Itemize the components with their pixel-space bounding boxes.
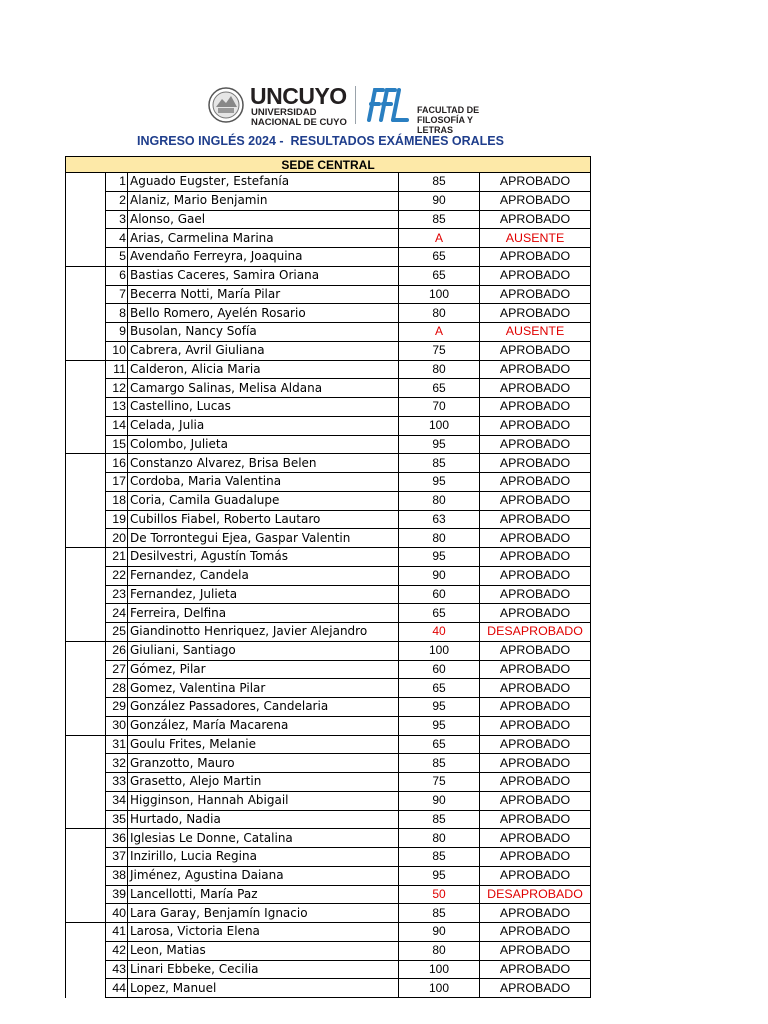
exam-score: 40: [399, 623, 480, 642]
row-number: 9: [106, 323, 128, 342]
table-row: [66, 360, 591, 379]
result-status: APROBADO: [480, 660, 591, 679]
faculty-name: [417, 105, 505, 135]
row-group-spacer: [66, 529, 106, 548]
row-number: 11: [106, 360, 128, 379]
result-status: APROBADO: [480, 923, 591, 942]
row-group-spacer: [66, 585, 106, 604]
result-status: APROBADO: [480, 979, 591, 998]
row-group-spacer: [66, 341, 106, 360]
table-row: [66, 173, 591, 192]
table-row: [66, 604, 591, 623]
exam-score: 95: [399, 866, 480, 885]
exam-score: 80: [399, 941, 480, 960]
table-row: [66, 979, 591, 998]
exam-score: 80: [399, 304, 480, 323]
table-row: [66, 341, 591, 360]
table-row: [66, 960, 591, 979]
table-row: [66, 379, 591, 398]
table-row: [66, 848, 591, 867]
row-group-spacer: [66, 848, 106, 867]
student-name: Giandinotto Henriquez, Javier Alejandro: [128, 623, 399, 642]
table-row: [66, 266, 591, 285]
result-status: APROBADO: [480, 716, 591, 735]
row-group-spacer: [66, 285, 106, 304]
row-group-spacer: [66, 941, 106, 960]
row-group-spacer: [66, 510, 106, 529]
row-number: 31: [106, 735, 128, 754]
exam-score: 80: [399, 529, 480, 548]
table-row: [66, 491, 591, 510]
result-status: DESAPROBADO: [480, 885, 591, 904]
row-number: 8: [106, 304, 128, 323]
result-status: APROBADO: [480, 754, 591, 773]
row-number: 41: [106, 923, 128, 942]
result-status: DESAPROBADO: [480, 623, 591, 642]
row-number: 1: [106, 173, 128, 192]
result-status: APROBADO: [480, 360, 591, 379]
student-name: Goulu Frites, Melanie: [128, 735, 399, 754]
student-name: Cubillos Fiabel, Roberto Lautaro: [128, 510, 399, 529]
row-group-spacer: [66, 229, 106, 248]
table-row: [66, 773, 591, 792]
table-row: [66, 473, 591, 492]
header-divider: [355, 86, 356, 124]
table-row: [66, 791, 591, 810]
result-status: APROBADO: [480, 679, 591, 698]
brand-subtitle-line-1: UNIVERSIDAD: [251, 107, 317, 118]
student-name: Constanzo Alvarez, Brisa Belen: [128, 454, 399, 473]
row-number: 35: [106, 810, 128, 829]
table-row: [66, 810, 591, 829]
row-group-spacer: [66, 979, 106, 998]
row-number: 12: [106, 379, 128, 398]
row-number: 14: [106, 416, 128, 435]
exam-score: 60: [399, 585, 480, 604]
student-name: Giuliani, Santiago: [128, 641, 399, 660]
table-row: [66, 716, 591, 735]
exam-score: A: [399, 229, 480, 248]
document-title: INGRESO INGLÉS 2024 - RESULTADOS EXÁMENES ORALES: [137, 134, 504, 148]
student-name: Higginson, Hannah Abigail: [128, 791, 399, 810]
sede-header-row: [66, 157, 591, 173]
row-number: 22: [106, 566, 128, 585]
result-status: APROBADO: [480, 529, 591, 548]
student-name: Hurtado, Nadia: [128, 810, 399, 829]
sede-header: SEDE CENTRAL: [66, 157, 591, 173]
exam-score: 80: [399, 491, 480, 510]
exam-score: 100: [399, 416, 480, 435]
row-group-spacer: [66, 660, 106, 679]
row-number: 39: [106, 885, 128, 904]
exam-score: 90: [399, 191, 480, 210]
student-name: Colombo, Julieta: [128, 435, 399, 454]
row-number: 19: [106, 510, 128, 529]
row-group-spacer: [66, 623, 106, 642]
exam-score: 95: [399, 716, 480, 735]
result-status: APROBADO: [480, 848, 591, 867]
result-status: APROBADO: [480, 473, 591, 492]
row-group-spacer: [66, 248, 106, 267]
table-row: [66, 548, 591, 567]
row-number: 20: [106, 529, 128, 548]
result-status: APROBADO: [480, 604, 591, 623]
row-number: 40: [106, 904, 128, 923]
row-number: 5: [106, 248, 128, 267]
row-group-spacer: [66, 866, 106, 885]
table-row: [66, 416, 591, 435]
result-status: APROBADO: [480, 454, 591, 473]
student-name: Desilvestri, Agustín Tomás: [128, 548, 399, 567]
table-row: [66, 585, 591, 604]
university-seal-icon: [208, 85, 244, 125]
row-number: 23: [106, 585, 128, 604]
row-group-spacer: [66, 885, 106, 904]
exam-score: 80: [399, 360, 480, 379]
result-status: APROBADO: [480, 585, 591, 604]
row-group-spacer: [66, 473, 106, 492]
row-group-spacer: [66, 398, 106, 417]
student-name: Jiménez, Agustina Daiana: [128, 866, 399, 885]
exam-score: 85: [399, 173, 480, 192]
student-name: Calderon, Alicia Maria: [128, 360, 399, 379]
student-name: Bastias Caceres, Samira Oriana: [128, 266, 399, 285]
row-group-spacer: [66, 960, 106, 979]
faculty-name-line-2: FILOSOFÍA Y LETRAS: [417, 115, 473, 135]
row-number: 44: [106, 979, 128, 998]
row-group-spacer: [66, 304, 106, 323]
table-row: [66, 679, 591, 698]
exam-score: 90: [399, 923, 480, 942]
student-name: Gómez, Pilar: [128, 660, 399, 679]
exam-score: A: [399, 323, 480, 342]
result-status: APROBADO: [480, 398, 591, 417]
row-group-spacer: [66, 829, 106, 848]
row-group-spacer: [66, 735, 106, 754]
result-status: APROBADO: [480, 698, 591, 717]
table-row: [66, 829, 591, 848]
row-group-spacer: [66, 773, 106, 792]
table-row: [66, 529, 591, 548]
result-status: APROBADO: [480, 548, 591, 567]
row-group-spacer: [66, 904, 106, 923]
row-group-spacer: [66, 754, 106, 773]
student-name: Alonso, Gael: [128, 210, 399, 229]
row-number: 43: [106, 960, 128, 979]
student-name: Castellino, Lucas: [128, 398, 399, 417]
row-group-spacer: [66, 191, 106, 210]
student-name: Fernandez, Julieta: [128, 585, 399, 604]
table-row: [66, 735, 591, 754]
row-group-spacer: [66, 810, 106, 829]
exam-score: 85: [399, 454, 480, 473]
exam-score: 100: [399, 285, 480, 304]
exam-score: 85: [399, 848, 480, 867]
row-number: 6: [106, 266, 128, 285]
table-row: [66, 304, 591, 323]
row-number: 24: [106, 604, 128, 623]
student-name: Avendaño Ferreyra, Joaquina: [128, 248, 399, 267]
brand-name: UNCUYO: [250, 83, 347, 109]
table-row: [66, 641, 591, 660]
row-number: 16: [106, 454, 128, 473]
table-row: [66, 398, 591, 417]
exam-score: 85: [399, 810, 480, 829]
table-row: [66, 323, 591, 342]
student-name: Becerra Notti, María Pilar: [128, 285, 399, 304]
student-name: Grasetto, Alejo Martin: [128, 773, 399, 792]
exam-score: 65: [399, 248, 480, 267]
student-name: Linari Ebbeke, Cecilia: [128, 960, 399, 979]
exam-score: 95: [399, 435, 480, 454]
student-name: Lopez, Manuel: [128, 979, 399, 998]
result-status: APROBADO: [480, 829, 591, 848]
exam-score: 65: [399, 379, 480, 398]
student-name: Inzirillo, Lucia Regina: [128, 848, 399, 867]
student-name: Fernandez, Candela: [128, 566, 399, 585]
result-status: APROBADO: [480, 810, 591, 829]
table-row: [66, 454, 591, 473]
row-group-spacer: [66, 566, 106, 585]
row-number: 27: [106, 660, 128, 679]
row-number: 37: [106, 848, 128, 867]
student-name: Camargo Salinas, Melisa Aldana: [128, 379, 399, 398]
result-status: APROBADO: [480, 773, 591, 792]
result-status: APROBADO: [480, 191, 591, 210]
row-number: 2: [106, 191, 128, 210]
row-group-spacer: [66, 416, 106, 435]
brand-subtitle-line-2: NACIONAL DE CUYO: [251, 117, 347, 128]
exam-score: 85: [399, 754, 480, 773]
table-row: [66, 566, 591, 585]
row-group-spacer: [66, 641, 106, 660]
result-status: APROBADO: [480, 341, 591, 360]
exam-score: 100: [399, 641, 480, 660]
result-status: APROBADO: [480, 791, 591, 810]
row-number: 42: [106, 941, 128, 960]
result-status: APROBADO: [480, 904, 591, 923]
student-name: De Torrontegui Ejea, Gaspar Valentin: [128, 529, 399, 548]
exam-score: 95: [399, 548, 480, 567]
result-status: APROBADO: [480, 248, 591, 267]
row-number: 32: [106, 754, 128, 773]
table-row: [66, 210, 591, 229]
result-status: APROBADO: [480, 941, 591, 960]
row-group-spacer: [66, 698, 106, 717]
result-status: APROBADO: [480, 266, 591, 285]
row-group-spacer: [66, 604, 106, 623]
student-name: Busolan, Nancy Sofía: [128, 323, 399, 342]
exam-score: 100: [399, 979, 480, 998]
table-row: [66, 923, 591, 942]
result-status: APROBADO: [480, 285, 591, 304]
exam-score: 50: [399, 885, 480, 904]
exam-score: 85: [399, 904, 480, 923]
row-number: 17: [106, 473, 128, 492]
row-number: 26: [106, 641, 128, 660]
student-name: Lara Garay, Benjamín Ignacio: [128, 904, 399, 923]
student-name: Leon, Matias: [128, 941, 399, 960]
row-group-spacer: [66, 323, 106, 342]
result-status: APROBADO: [480, 735, 591, 754]
result-status: AUSENTE: [480, 323, 591, 342]
result-status: APROBADO: [480, 210, 591, 229]
exam-score: 85: [399, 210, 480, 229]
exam-score: 65: [399, 679, 480, 698]
row-number: 38: [106, 866, 128, 885]
exam-score: 95: [399, 473, 480, 492]
exam-score: 65: [399, 604, 480, 623]
table-row: [66, 754, 591, 773]
table-row: [66, 698, 591, 717]
row-group-spacer: [66, 548, 106, 567]
row-group-spacer: [66, 716, 106, 735]
result-status: APROBADO: [480, 304, 591, 323]
student-name: Bello Romero, Ayelén Rosario: [128, 304, 399, 323]
row-number: 34: [106, 791, 128, 810]
result-status: APROBADO: [480, 641, 591, 660]
student-name: Coria, Camila Guadalupe: [128, 491, 399, 510]
result-status: APROBADO: [480, 435, 591, 454]
results-table: [65, 156, 591, 998]
student-name: González Passadores, Candelaria: [128, 698, 399, 717]
student-name: Larosa, Victoria Elena: [128, 923, 399, 942]
student-name: Aguado Eugster, Estefanía: [128, 173, 399, 192]
exam-score: 60: [399, 660, 480, 679]
student-name: Celada, Julia: [128, 416, 399, 435]
student-name: Lancellotti, María Paz: [128, 885, 399, 904]
row-group-spacer: [66, 360, 106, 379]
table-row: [66, 285, 591, 304]
table-row: [66, 941, 591, 960]
row-number: 10: [106, 341, 128, 360]
student-name: Cabrera, Avril Giuliana: [128, 341, 399, 360]
exam-score: 90: [399, 566, 480, 585]
row-group-spacer: [66, 791, 106, 810]
row-group-spacer: [66, 173, 106, 192]
exam-score: 75: [399, 341, 480, 360]
table-row: [66, 904, 591, 923]
exam-score: 65: [399, 735, 480, 754]
student-name: Cordoba, Maria Valentina: [128, 473, 399, 492]
brand-subtitle: [251, 108, 347, 128]
row-number: 4: [106, 229, 128, 248]
row-number: 30: [106, 716, 128, 735]
exam-score: 63: [399, 510, 480, 529]
row-group-spacer: [66, 491, 106, 510]
table-row: [66, 866, 591, 885]
exam-score: 100: [399, 960, 480, 979]
exam-score: 75: [399, 773, 480, 792]
result-status: APROBADO: [480, 491, 591, 510]
row-group-spacer: [66, 923, 106, 942]
student-name: Alaniz, Mario Benjamin: [128, 191, 399, 210]
row-number: 13: [106, 398, 128, 417]
row-group-spacer: [66, 266, 106, 285]
row-group-spacer: [66, 454, 106, 473]
faculty-name-line-1: FACULTAD DE: [417, 105, 480, 115]
row-number: 3: [106, 210, 128, 229]
table-row: [66, 660, 591, 679]
student-name: Iglesias Le Donne, Catalina: [128, 829, 399, 848]
result-status: APROBADO: [480, 566, 591, 585]
row-number: 25: [106, 623, 128, 642]
result-status: APROBADO: [480, 960, 591, 979]
table-row: [66, 435, 591, 454]
table-row: [66, 248, 591, 267]
table-row: [66, 623, 591, 642]
student-name: Granzotto, Mauro: [128, 754, 399, 773]
student-name: Ferreira, Delfina: [128, 604, 399, 623]
row-group-spacer: [66, 679, 106, 698]
document-header: [205, 83, 505, 135]
row-number: 33: [106, 773, 128, 792]
result-status: APROBADO: [480, 173, 591, 192]
row-number: 29: [106, 698, 128, 717]
result-status: APROBADO: [480, 510, 591, 529]
row-number: 18: [106, 491, 128, 510]
student-name: Arias, Carmelina Marina: [128, 229, 399, 248]
row-number: 15: [106, 435, 128, 454]
student-name: Gomez, Valentina Pilar: [128, 679, 399, 698]
row-group-spacer: [66, 210, 106, 229]
table-row: [66, 229, 591, 248]
exam-score: 95: [399, 698, 480, 717]
student-name: González, María Macarena: [128, 716, 399, 735]
faculty-logo-icon: [363, 86, 411, 122]
row-number: 28: [106, 679, 128, 698]
results-table-wrapper: [65, 156, 591, 998]
result-status: AUSENTE: [480, 229, 591, 248]
results-table-body: [66, 157, 591, 998]
result-status: APROBADO: [480, 416, 591, 435]
result-status: APROBADO: [480, 866, 591, 885]
table-row: [66, 885, 591, 904]
row-number: 36: [106, 829, 128, 848]
exam-score: 80: [399, 829, 480, 848]
exam-score: 65: [399, 266, 480, 285]
row-group-spacer: [66, 435, 106, 454]
result-status: APROBADO: [480, 379, 591, 398]
row-number: 21: [106, 548, 128, 567]
table-row: [66, 510, 591, 529]
row-number: 7: [106, 285, 128, 304]
exam-score: 90: [399, 791, 480, 810]
table-row: [66, 191, 591, 210]
exam-score: 70: [399, 398, 480, 417]
row-group-spacer: [66, 379, 106, 398]
